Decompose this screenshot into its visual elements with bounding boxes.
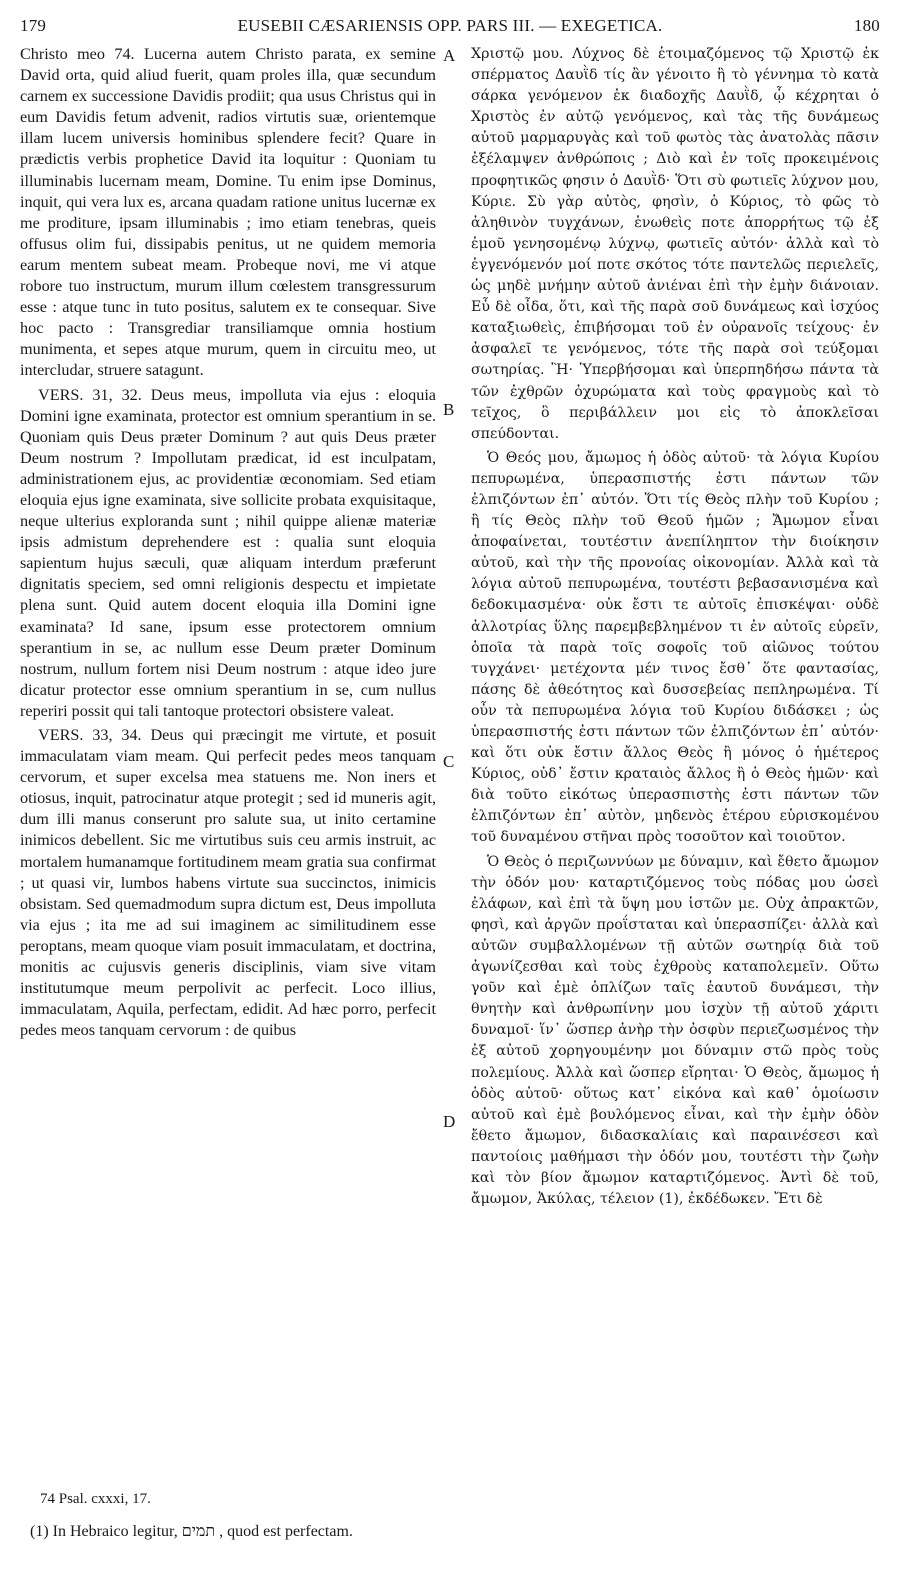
margin-marker-d: D <box>443 1112 456 1131</box>
margin-marker-c: C <box>443 752 455 771</box>
footnote-hebrew: (1) In Hebraico legitur, תמים , quod est perfectam. <box>30 1523 353 1540</box>
latin-column <box>20 44 436 1041</box>
running-header <box>20 16 880 38</box>
latin-paragraph-1: Christo meo 74. Lucerna autem Christo parata, ex semine David orta, quid aliud fuerit, quam proles illa, quæ secundum carnem ex successione Davidis prodiit; qua usus Christus qui in eum Davidis fetum advenit, radios virtutis suæ, orientemque illam lucem universis hominibus splendere fecit? Quare in prædictis verbis prophetice David ita loquitur : Quoniam tu illuminabis lucernam meam, Domine. Tu enim ipse Dominus, inquit, qui vera lux es, arcana quadam ratione unitus lucernæ ex me proditure, ipsam illuminabis ; imo etiam tenebras, queis offusus olim fui, dissipabis penitus, ut ne quidem memoria earum mentem subeat meam. Probeque novi, me vi atque robore tuo instructum, murum illum cœlestem transgressurum esse : atque tunc in tuto positus, salutem ex te consequar. Sive hoc pacto : Transgrediar transiliamque omnia hostium munimenta, et sepes atque murum, quem in circuitu meo, ut intercludar, struere satagunt. <box>20 45 436 380</box>
latin-paragraph-3: VERS. 33, 34. Deus qui præcingit me virtute, et posuit immaculatam viam meam. Qui perfecit pedes meos tanquam cervorum, et super excelsa mea statuens me. Non iners et otiosus, inquit, patrocinatur atque protegit ; sed id muneris agit, dum illi manus conserunt pro salute sua, ut inito certamine inimicos debellent. Sic me virtutibus suis ceu armis instruit, ac mortalem humanamque fortitudinem meam gratia sua confirmat ; ut quasi vir, lumbos habens virtute sua succinctos, inimicis obsistam. Sed quemadmodum supra dictum est, Deus impolluta via ejus ; ita me ad sui imaginem ac similitudinem esse peroptans, meam quoque viam posuit immaculatam, et doctrina, monitis ac cujusvis generis disciplinis, viam sive vitam institutumque meum perpolivit ac perfecit. Loco illius, immaculatam, Aquila, perfectam, edidit. Ad hæc porro, perfecit pedes meos tanquam cervorum : de quibus <box>20 726 436 1040</box>
margin-marker-b: B <box>443 400 455 419</box>
running-title: EUSEBII CÆSARIENSIS OPP. PARS III. — EXEGETICA. <box>237 16 663 35</box>
margin-marker-a: A <box>443 46 456 65</box>
page-number-left: 179 <box>20 16 47 35</box>
latin-paragraph-2: VERS. 31, 32. Deus meus, impolluta via ejus : eloquia Domini igne examinata, protector est omnium sperantium in se. Quoniam quis Deus præter Dominum ? aut quis Deus præter Deum nostrum ? Impollutam prædicat, id est inculpatam, administrationem ejus, ac providentiæ œconomiam. Sed etiam eloquia ejus igne examinata, sive sollicite probata exquisitaque, neque ulterius exploranda sunt ; nihil quippe alienæ materiæ ipsis admistum deprehendere est : qualia sunt eloquia sapientum hujus sæculi, quæ aliquam interdum præferunt dignitatis speciem, sed omni religionis despectu et impietate plena sunt. Quid autem docent eloquia illa Domini igne examinata? Id sane, ipsum esse protectorem omnium sperantium in se, ac nullum esse Deum præter Dominum nostrum, nullum fortem nisi Deum nostrum : atque ideo jure dicatur protector esse omnium sperantium in se, cum nullus reperiri possit qui tali tantoque protectori obsistere valeat. <box>20 385 436 720</box>
footnote-scripture: 74 Psal. cxxxi, 17. <box>40 1491 151 1507</box>
page-number-right: 180 <box>853 16 880 35</box>
greek-column <box>471 44 879 1210</box>
greek-paragraph-1: Χριστῷ μου. Λύχνος δὲ ἑτοιμαζόμενος τῷ Χριστῷ ἐκ σπέρματος Δαυῒδ τίς ἂν γένοιτο ἢ τὸ γέννημα τὸ κατὰ σάρκα γενόμενον ἐκ διαδοχῆς Δαυῒδ, ᾧ κέχρηται ὁ Χριστὸς ἐν αὐτῷ γενόμενος, καὶ τὰς τῆς δυνάμεως αὐτοῦ μαρμαρυγὰς καὶ τοῦ φωτὸς τὰς ἀνατολὰς πᾶσιν ἐξέλαμψεν ἀνθρώποις ; Διὸ καὶ ἐν τοῖς προκειμένοις προφητικῶς φησιν ὁ Δαυῒδ· Ὅτι σὺ φωτιεῖς λύχνον μου, Κύριε. Σὺ γὰρ αὐτὸς, φησὶν, ὁ Κύριος, τὸ φῶς τὸ ἀληθινὸν τυγχάνων, ἑνωθεὶς ποτε ἀπορρήτως τῷ ἐξ ἐμοῦ γενησομένῳ λύχνῳ, φωτιεῖς αὐτόν· ἀλλὰ καὶ τὸ ἐγγενόμενόν μοί ποτε σκότος τότε παντελῶς περιελεῖς, ὡς μηδὲ μνήμην αὐτοῦ ἀνιέναι ἐπὶ τὴν ἐμὴν διάνοιαν. Εὖ δὲ οἶδα, ὅτι, καὶ τῆς παρὰ σοῦ δυνάμεως καὶ ἰσχύος καταξιωθεὶς, ἐπιβήσομαι τοῦ ἐν οὐρανοῖς τείχους· ἐν ἀσφαλεῖ τε γενόμενος, τότε τῆς παρὰ σοὶ τεύξομαι σωτηρίας. Ἢ· Ὑπερβήσομαι καὶ ὑπερπηδήσω πάντα τὰ τῶν ἐχθρῶν ὀχυρώματα καὶ τοὺς φραγμοὺς καὶ τὸ τεῖχος, ὃ περιβάλλειν μοι εἰς τὸ ἀποκλεῖσαι σπεύδονται. <box>471 46 879 442</box>
greek-paragraph-2: Ὁ Θεός μου, ἄμωμος ἡ ὁδὸς αὐτοῦ· τὰ λόγια Κυρίου πεπυρωμένα, ὑπερασπιστής ἐστι πάντων τῶν ἐλπιζόντων ἐπ᾽ αὐτόν. Ὅτι τίς Θεὸς πλὴν τοῦ Κυρίου ; ἢ τίς Θεὸς πλὴν τοῦ Θεοῦ ἡμῶν ; Ἄμωμον εἶναι ἀποφαίνεται, τουτέστιν ἀνεπίληπτον τὴν διοίκησιν αὐτοῦ, καὶ τὴν τῆς προνοίας οἰκονομίαν. Ἀλλὰ καὶ τὰ λόγια αὐτοῦ πεπυρωμένα, τουτέστι βεβασανισμένα καὶ δεδοκιμασμένα· οὐκ ἔστι τε αὐτοῖς ἐπισκέψαι· οὐδὲ ἀλλοτρίας ὕλης παρεμβεβλημένον τι ἐν αὐτοῖς εὑρεῖν, ὁποῖα τὰ παρὰ τοῖς σοφοῖς τοῦ αἰῶνος τούτου τυγχάνει· μετέχοντα μέν τινος ἔσθ᾽ ὅτε φαντασίας, πάσης δὲ ἀθεότητος καὶ δυσσεβείας πεπληρωμένα. Τί οὖν τὰ πεπυρωμένα λόγια τοῦ Κυρίου διδάσκει ; ὡς ὑπερασπιστής ἐστι πάντων τῶν ἐλπιζόντων ἐπ᾽ αὐτόν· καὶ ὅτι οὐκ ἔστιν ἄλλος Θεὸς ἢ μόνος ὁ ἡμέτερος Κύριος, οὐδ᾽ ἔστιν κραταιὸς ἄλλος ἢ ὁ Θεὸς ἡμῶν· καὶ διὰ τοῦτο εἰκότως ὑπερασπιστὴς ἐστι πάντων τῶν ἐλπιζόντων ἐπ᾽ αὐτὸν, μηδενὸς ἑτέρου εὑρισκομένου τοῦ δυναμένου στῆναι πρὸς τοσοῦτον καὶ τοιοῦτον. <box>471 449 879 846</box>
greek-paragraph-3: Ὁ Θεὸς ὁ περιζωννύων με δύναμιν, καὶ ἔθετο ἄμωμον τὴν ὁδόν μου· καταρτιζόμενος τοὺς πόδας μου ὡσεὶ ἐλάφων, καὶ ἐπὶ τὰ ὕψη μου ἱστῶν με. Οὐχ ἀπρακτῶν, φησὶ, καὶ ἀργῶν προΐσταται καὶ ὑπερασπίζει· ἀλλὰ καὶ αὐτῶν συμβαλλομένων τῇ αὐτῶν σωτηρίᾳ διὰ τοῦ ἀγωνίζεσθαι καὶ τοὺς ἐχθροὺς καταπολεμεῖν. Οὕτω γοῦν καὶ ἐμὲ ὁπλίζων ταῖς ἑαυτοῦ δυνάμεσι, τὴν θνητὴν καὶ ἀνθρωπίνην μου ἰσχὺν τῇ αὐτοῦ χάριτι δυναμοῖ· ἵν᾽ ὥσπερ ἀνὴρ τὴν ὀσφὺν περιεζωσμένος τὴν ἐξ αὐτοῦ χορηγουμένην μοι δύναμιν στῶ πρὸς τοὺς πολεμίους. Ἀλλὰ καὶ ὥσπερ εἴρηται· Ὁ Θεὸς, ἄμωμος ἡ ὁδὸς αὐτοῦ· οὕτως κατ᾽ εἰκόνα καὶ καθ᾽ ὁμοίωσιν αὐτοῦ καὶ ἐμὲ βουλόμενος εἶναι, καὶ τὴν ἐμὴν ὁδὸν ἔθετο ἄμωμον, διδασκαλίαις καὶ παραινέσεσι καὶ παντοίοις μαθήμασι τὴν ὁδόν μου, τουτέστι τὴν ζωὴν καὶ τὸν βίον ἄμωμον καταρτιζόμενος. Ἀντὶ δὲ τοῦ, ἄμωμον, Ἀκύλας, τέλειον (1), ἐκδέδωκεν. Ἔτι δὲ <box>471 853 879 1208</box>
